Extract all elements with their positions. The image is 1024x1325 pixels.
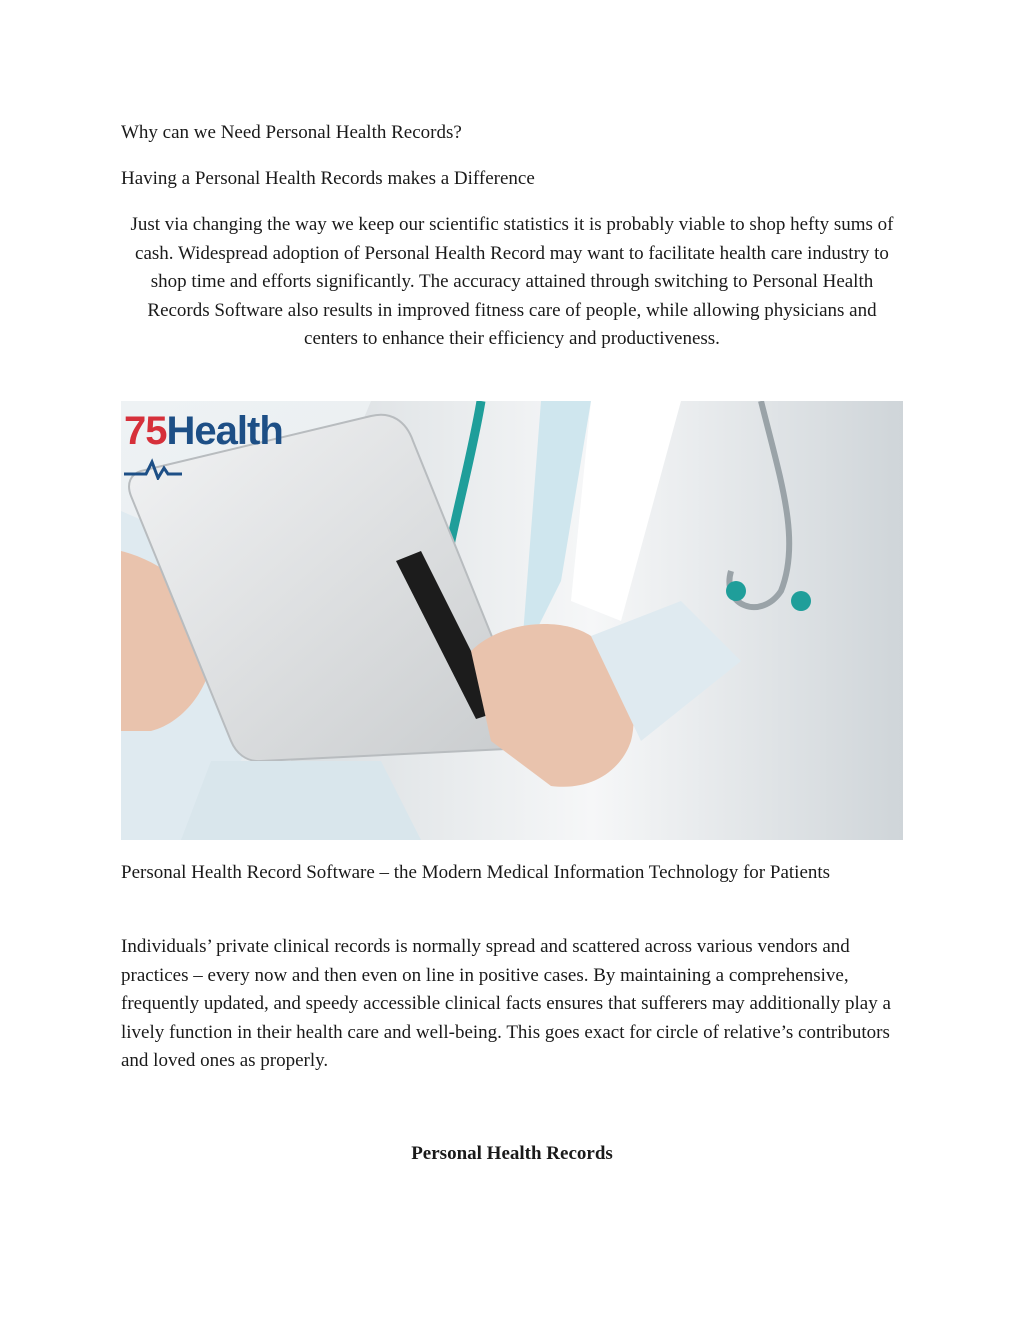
image-caption: Personal Health Record Software – the Modern Medical Information Technology for Patients <box>121 862 831 883</box>
doctor-with-tablet-photo <box>121 401 903 840</box>
intro-paragraph: Just via changing the way we keep our scientific statistics it is probably viable to shop hefty sums of cash. Widespread adoption of Personal Health Record may want to facilitate health care industry to shop time and efforts significantly. The accuracy attained through switching to Personal Health Records Software also results in improved fitness care of people, while allowing physicians and centers to enhance their efficiency and productiveness. <box>130 214 894 349</box>
subheading: Having a Personal Health Records makes a Difference <box>121 168 535 189</box>
question-line: Why can we Need Personal Health Records? <box>121 122 462 143</box>
body-paragraph: Individuals’ private clinical records is normally spread and scattered across various vendors and practices – every now and then even on line in positive cases. By maintaining a comprehensive, frequently updated, and speedy accessible clinical facts ensures that sufferers may additionally play a lively function in their health care and well-being. This goes exact for circle of relative’s contributors and loved ones as properly. <box>121 936 891 1071</box>
heartbeat-icon <box>124 454 184 480</box>
logo-number: 75 <box>124 409 167 453</box>
section-heading: Personal Health Records <box>411 1143 613 1164</box>
logo-word: Health <box>166 409 283 453</box>
75health-logo <box>124 409 283 480</box>
